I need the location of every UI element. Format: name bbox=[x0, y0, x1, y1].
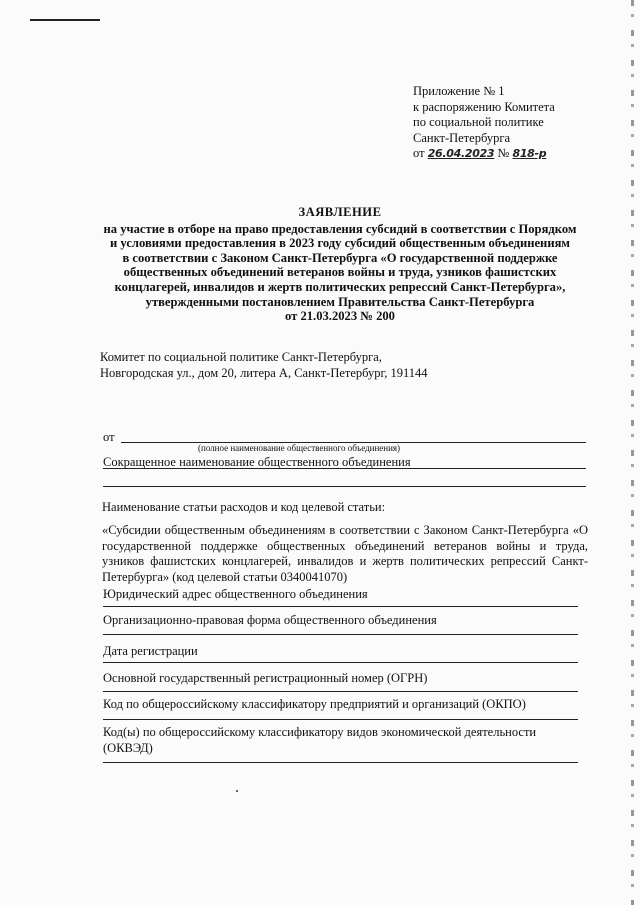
title-heading: ЗАЯВЛЕНИЕ bbox=[298, 205, 382, 219]
ogrn-line[interactable] bbox=[103, 691, 578, 692]
from-label: от bbox=[103, 430, 115, 444]
document-title bbox=[80, 205, 600, 324]
okved-label-line-1: Код(ы) по общероссийскому классификатору видов экономической деятельности bbox=[103, 725, 537, 739]
expense-text bbox=[102, 523, 588, 585]
appendix-line-4: Санкт-Петербурга bbox=[413, 130, 511, 145]
committee-address bbox=[100, 349, 428, 381]
committee-line-1: Комитет по социальной политике Санкт-Петербурга, bbox=[100, 350, 382, 364]
reg-date-line[interactable] bbox=[103, 662, 578, 663]
okved-line[interactable] bbox=[103, 762, 578, 763]
expense-paragraph: «Субсидии общественным объединениям в соответствии с Законом Санкт-Петербурга «О государственной поддержке общественных объединений ветеранов войны и труда, узников фашистских концлагерей, инвалидов и жертв политических репрессий Санкт-Петербурга» (код целевой статьи 0340041070) bbox=[102, 523, 588, 584]
handwritten-date: 26.04.2023 bbox=[427, 147, 495, 160]
appendix-date-line bbox=[413, 146, 555, 162]
scan-dot bbox=[236, 790, 238, 792]
title-line: общественных объединений ветеранов войны и труда, узников фашистских bbox=[123, 265, 557, 280]
from-hint: (полное наименование общественного объединения) bbox=[198, 443, 401, 453]
number-prefix: № bbox=[497, 146, 510, 160]
handwritten-number: 818-р bbox=[512, 147, 547, 160]
top-rule bbox=[30, 19, 100, 21]
okpo-label: Код по общероссийскому классификатору предприятий и организаций (ОКПО) bbox=[103, 697, 526, 711]
title-line: концлагерей, инвалидов и жертв политических репрессий Санкт-Петербурга», bbox=[114, 279, 566, 294]
short-name-line[interactable] bbox=[103, 486, 586, 487]
legal-form-label: Организационно-правовая форма общественного объединения bbox=[103, 613, 437, 627]
title-line: на участие в отборе на право предоставления субсидий в соответствии с Порядком bbox=[103, 221, 577, 236]
legal-form-line[interactable] bbox=[103, 634, 578, 635]
legal-address-line[interactable] bbox=[103, 606, 578, 607]
appendix-line-1: Приложение № 1 bbox=[413, 84, 505, 98]
ogrn-label: Основной государственный регистрационный номер (ОГРН) bbox=[103, 671, 428, 685]
appendix-line-3: по социальной политике bbox=[413, 115, 544, 129]
reg-date-label: Дата регистрации bbox=[103, 644, 198, 658]
title-line: и условиями предоставления в 2023 году субсидий общественным объединениям bbox=[110, 236, 570, 251]
title-line: утвержденными постановлением Правительства Санкт-Петербурга bbox=[145, 294, 535, 309]
date-prefix: от bbox=[413, 146, 425, 160]
appendix-line-2: к распоряжению Комитета bbox=[413, 99, 555, 114]
title-line: от 21.03.2023 № 200 bbox=[285, 309, 395, 324]
okved-label-line-2: (ОКВЭД) bbox=[103, 741, 153, 755]
scan-edge-marks bbox=[631, 0, 634, 905]
appendix-block bbox=[413, 84, 555, 162]
expense-label: Наименование статьи расходов и код целевой статьи: bbox=[102, 500, 386, 514]
okpo-line[interactable] bbox=[103, 719, 578, 720]
legal-address-label: Юридический адрес общественного объединения bbox=[103, 587, 368, 601]
title-line: в соответствии с Законом Санкт-Петербурга «О государственной поддержке bbox=[122, 250, 558, 265]
committee-line-2: Новгородская ул., дом 20, литера А, Санкт-Петербург, 191144 bbox=[100, 366, 428, 380]
short-name-label: Сокращенное наименование общественного объединения bbox=[103, 455, 411, 469]
